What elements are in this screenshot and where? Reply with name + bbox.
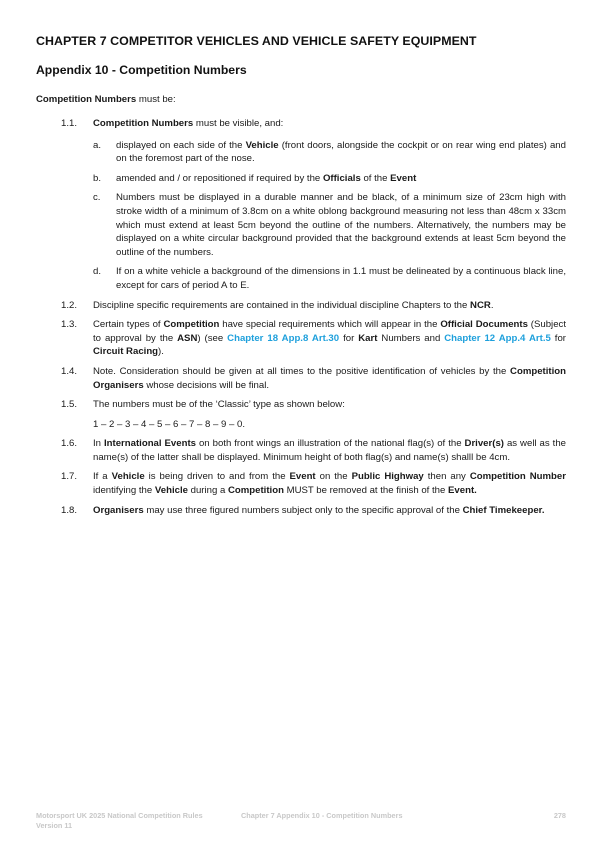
footer-section: Chapter 7 Appendix 10 - Competition Numbers: [241, 811, 403, 820]
sub-label: b.: [93, 172, 102, 184]
rule-text: Note. Consideration should be given at all times to the positive identification of vehicles by the Competition Organisers whose decisions will be final.: [93, 365, 566, 391]
sub-item-a: [93, 139, 566, 166]
intro-paragraph: Competition Numbers must be:: [36, 94, 176, 105]
chapter-title: CHAPTER 7 COMPETITOR VEHICLES AND VEHICLE SAFETY EQUIPMENT: [36, 34, 477, 48]
rule-number: 1.8.: [61, 504, 78, 516]
rule-item-1-6: [36, 437, 566, 464]
rule-text: Certain types of Competition have special requirements which will appear in the Official Documents (Subject to approval by the ASN) (see Chapter 18 App.8 Art.30 for Kart Numbers and Chapter 12 App.4 Art.5 for Circuit Racing).: [93, 319, 566, 358]
rule-text: If a Vehicle is being driven to and from the Event on the Public Highway then any Competition Number identifying the Vehicle during a Competition MUST be removed at the finish of the Event.: [93, 471, 566, 497]
classic-numbers: 1 – 2 – 3 – 4 – 5 – 6 – 7 – 8 – 9 – 0.: [93, 418, 246, 430]
rules-list: [36, 117, 566, 517]
rule-number: 1.6.: [61, 438, 78, 450]
sub-item-b: [93, 172, 566, 186]
chapter-12-link[interactable]: Chapter 12 App.4 Art.5: [444, 332, 551, 344]
sub-text: Numbers must be displayed in a durable manner and be black, of a minimum size of 23cm high with stroke width of a minimum of 3.8cm on a white oblong background measuring not less than 48cm x 33cm which must extend at least 5cm beyond the outline of the numbers. Alternatively, the numbers may be displayed on a white circular background provided that the background extends at least 5cm beyond the outline of the numbers.: [116, 192, 566, 258]
rule-number: 1.5.: [61, 399, 78, 411]
sub-item-d: [93, 265, 566, 292]
sub-item-c: [93, 191, 566, 259]
sub-label: c.: [93, 192, 101, 204]
sub-label: d.: [93, 266, 102, 278]
rule-number: 1.2.: [61, 299, 78, 311]
rule-text: In International Events on both front wings an illustration of the national flag(s) of the Driver(s) as well as the name(s) of the latter shall be displayed. Minimum height of both flag(s) and name(s) shalll be 4cm.: [93, 438, 567, 463]
appendix-title: Appendix 10 - Competition Numbers: [36, 63, 247, 77]
sub-label: a.: [93, 139, 102, 151]
rule-text: The numbers must be of the ‘Classic’ type as shown below:: [93, 399, 345, 411]
rule-item-1-2: [36, 299, 566, 313]
rule-number: 1.1.: [61, 118, 78, 129]
page-footer: [36, 811, 566, 833]
rule-number: 1.7.: [61, 471, 78, 483]
footer-publication: Motorsport UK 2025 National Competition Rules: [36, 811, 203, 820]
rule-item-1-7: [36, 470, 566, 497]
rule-item-1-4: [36, 365, 566, 392]
rule-item-1-1: [36, 117, 566, 131]
rule-number: 1.4.: [61, 365, 78, 377]
footer-version: Version 11: [36, 821, 73, 830]
page-number: 278: [553, 811, 566, 820]
sub-text: amended and / or repositioned if required by the Officials of the Event: [116, 172, 417, 184]
rule-item-1-8: [36, 504, 566, 518]
sub-text: displayed on each side of the Vehicle (front doors, alongside the cockpit or on rear wing end plates) and on the foremost part of the nose.: [116, 139, 566, 165]
rule-text: Discipline specific requirements are contained in the individual discipline Chapters to the NCR.: [93, 299, 494, 311]
rule-text: Organisers may use three figured numbers subject only to the specific approval of the Chief Timekeeper.: [93, 504, 545, 516]
rule-number: 1.3.: [61, 319, 78, 331]
rule-item-1-3: [36, 318, 566, 359]
sub-text: If on a white vehicle a background of the dimensions in 1.1 must be delineated by a continuous black line, except for cars of period A to E.: [116, 266, 566, 291]
classic-numbers-row: [36, 418, 566, 432]
rule-item-1-5: [36, 398, 566, 412]
rule-1-1-sublist: [93, 139, 566, 293]
footer-left: [36, 811, 246, 831]
rule-text: Competition Numbers must be visible, and:: [93, 118, 284, 129]
chapter-18-link[interactable]: Chapter 18 App.8 Art.30: [227, 332, 340, 344]
